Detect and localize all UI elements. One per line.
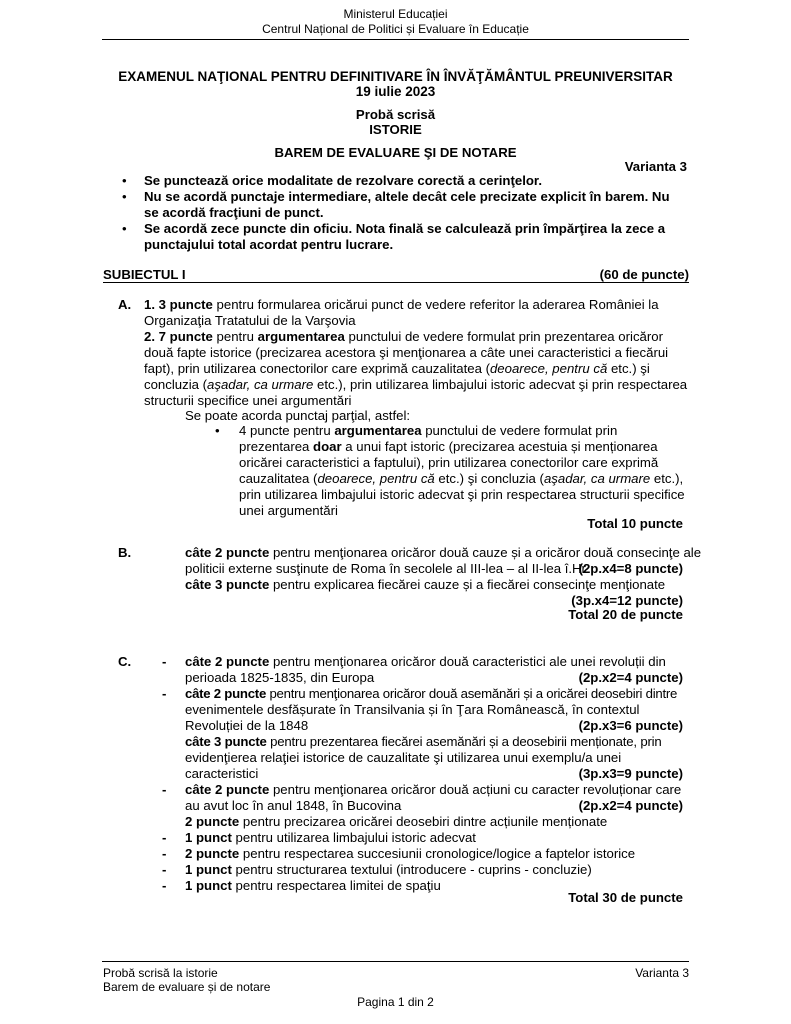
c-item-3-line-1: câte 2 puncte pentru menţionarea oricăror două acțiuni cu caracter revoluționar care — [185, 782, 682, 797]
c-item-1-line-2: perioada 1825-1835, din Europa — [185, 670, 375, 685]
c-item-4: 1 punct pentru utilizarea limbajului istoric adecvat — [185, 830, 476, 845]
c-item-2-line-2: evenimentele desfășurate în Transilvania și în Ţara Românească, în contextul — [185, 702, 640, 717]
bullet-icon: • — [122, 189, 127, 204]
subject-rule — [103, 282, 689, 283]
section-a-line-3: 2. 7 puncte pentru argumentarea punctului de vedere formulat prin prezentarea oricăror — [144, 329, 663, 344]
partial-line-6: unei argumentări — [239, 503, 338, 518]
footer-left-2: Barem de evaluare și de notare — [103, 980, 271, 994]
c-item-1-points: (2p.x2=4 puncte) — [578, 670, 683, 685]
section-a-line-7: structurii specifice unei argumentări — [144, 393, 352, 408]
bullet-icon: • — [122, 173, 127, 188]
dash-icon: - — [162, 862, 167, 877]
partial-line-2: prezentarea doar a unui fapt istoric (precizarea acestuia și menționarea — [239, 439, 658, 454]
section-a-label: A. — [118, 297, 132, 312]
dash-icon: - — [162, 846, 167, 861]
page-number: Pagina 1 din 2 — [357, 995, 434, 1009]
partial-line-3: oricărei caracteristici a faptului), prin utilizarea conectorilor care exprimă — [239, 455, 659, 470]
c-item-2-line-6: caracteristici — [185, 766, 259, 781]
dash-icon: - — [162, 654, 167, 669]
footer-rule — [102, 961, 689, 962]
dash-icon: - — [162, 830, 167, 845]
subject-section-points: (60 de puncte) — [599, 267, 689, 282]
section-b-line-1: câte 2 puncte pentru menţionarea oricăror două cauze și a oricăror două consecinţe ale — [185, 545, 702, 560]
dash-icon: - — [162, 686, 167, 701]
c-item-3-points: (2p.x2=4 puncte) — [578, 798, 683, 813]
partial-line-1: 4 puncte pentru argumentarea punctului de vedere formulat prin — [239, 423, 618, 438]
section-a-line-6: concluzia (aşadar, ca urmare etc.), prin utilizarea limbajului istoric adecvat şi prin respectarea — [144, 377, 688, 392]
instruction-2-cont: se acordă fracţiuni de punct. — [144, 205, 324, 220]
barem-title: BAREM DE EVALUARE ŞI DE NOTARE — [274, 145, 517, 160]
c-item-3-line-3: 2 puncte pentru precizarea oricărei deosebiri dintre acțiunile menționate — [185, 814, 608, 829]
section-b-line-3: câte 3 puncte pentru explicarea fiecărei cauze și a fiecărei consecinţe menţionate — [185, 577, 666, 592]
partial-line-4: cauzalitatea (deoarece, pentru că etc.) şi concluzia (aşadar, ca urmare etc.), — [239, 471, 684, 486]
c-item-2-line-5: evidenţierea relaţiei istorice de cauzalitate şi utilizarea unui exemplu/a unei — [185, 750, 622, 765]
instruction-3-cont: punctajului total acordat pentru lucrare. — [144, 237, 394, 252]
bullet-icon: • — [122, 221, 127, 236]
partial-line-5: prin utilizarea limbajului istoric adecvat şi prin respectarea structurii specifice — [239, 487, 685, 502]
footer-left-1: Probă scrisă la istorie — [103, 966, 218, 980]
c-item-2-points-2: (3p.x3=9 puncte) — [578, 766, 683, 781]
section-b-points-2: (3p.x4=12 puncte) — [571, 593, 683, 608]
c-item-2-points: (2p.x3=6 puncte) — [578, 718, 683, 733]
variant-label: Varianta 3 — [624, 159, 687, 174]
section-b-label: B. — [118, 545, 132, 560]
subject-section-title: SUBIECTUL I — [103, 267, 186, 282]
ministry-name: Ministerul Educației — [343, 7, 448, 21]
instruction-2: Nu se acordă punctaje intermediare, altele decât cele precizate explicit în barem. Nu — [144, 189, 670, 204]
section-a-line-2: Organizaţia Tratatului de la Varşovia — [144, 313, 356, 328]
instruction-1: Se punctează orice modalitate de rezolvare corectă a cerinţelor. — [144, 173, 542, 188]
center-name: Centrul Național de Politici și Evaluare în Educație — [262, 22, 529, 36]
partial-score-note: Se poate acorda punctaj parţial, astfel: — [185, 408, 411, 423]
bullet-icon: • — [215, 423, 220, 438]
header-rule — [102, 39, 689, 40]
c-item-6: 1 punct pentru structurarea textului (introducere - cuprins - concluzie) — [185, 862, 592, 877]
exam-title: EXAMENUL NAŢIONAL PENTRU DEFINITIVARE ÎN ÎNVĂŢĂMÂNTUL PREUNIVERSITAR — [118, 69, 673, 84]
section-a-line-5: fapt), prin utilizarea conectorilor care exprimă cauzalitatea (deoarece, pentru că etc.) şi — [144, 361, 650, 376]
c-item-7: 1 punct pentru respectarea limitei de spaţiu — [185, 878, 441, 893]
c-item-3-line-2: au avut loc în anul 1848, în Bucovina — [185, 798, 402, 813]
section-c-label: C. — [118, 654, 132, 669]
subject-name: ISTORIE — [369, 122, 422, 137]
section-b-total: Total 20 de puncte — [568, 607, 683, 622]
exam-date: 19 iulie 2023 — [355, 84, 436, 99]
section-a-total: Total 10 puncte — [587, 516, 683, 531]
dash-icon: - — [162, 782, 167, 797]
dash-icon: - — [162, 878, 167, 893]
c-item-5: 2 puncte pentru respectarea succesiunii cronologice/logice a faptelor istorice — [185, 846, 636, 861]
section-c-total: Total 30 de puncte — [568, 890, 683, 905]
instruction-3: Se acordă zece puncte din oficiu. Nota finală se calculează prin împărţirea la zece a — [144, 221, 666, 236]
footer-variant: Varianta 3 — [635, 966, 689, 980]
section-a-line-1: 1. 3 puncte pentru formularea oricărui punct de vedere referitor la aderarea României la — [144, 297, 659, 312]
c-item-2-line-3: Revoluției de la 1848 — [185, 718, 309, 733]
c-item-2-line-1: câte 2 puncte pentru menţionarea oricăror două asemănări și a oricărei deosebiri dintre — [185, 686, 678, 701]
section-b-points-1: (2p.x4=8 puncte) — [578, 561, 683, 576]
section-a-line-4: două fapte istorice (precizarea acestora şi menţionarea a câte unei caracteristici a fiecărui — [144, 345, 669, 360]
section-b-line-2: politicii externe susţinute de Roma în secolele al III-lea – al II-lea î.Hr. — [185, 561, 589, 576]
proba-label: Probă scrisă — [355, 107, 436, 122]
c-item-1-line-1: câte 2 puncte pentru menţionarea oricăror două caracteristici ale unei revoluții din — [185, 654, 666, 669]
c-item-2-line-4: câte 3 puncte pentru prezentarea fiecărei asemănări și a deosebirii menționate, prin — [185, 734, 662, 749]
